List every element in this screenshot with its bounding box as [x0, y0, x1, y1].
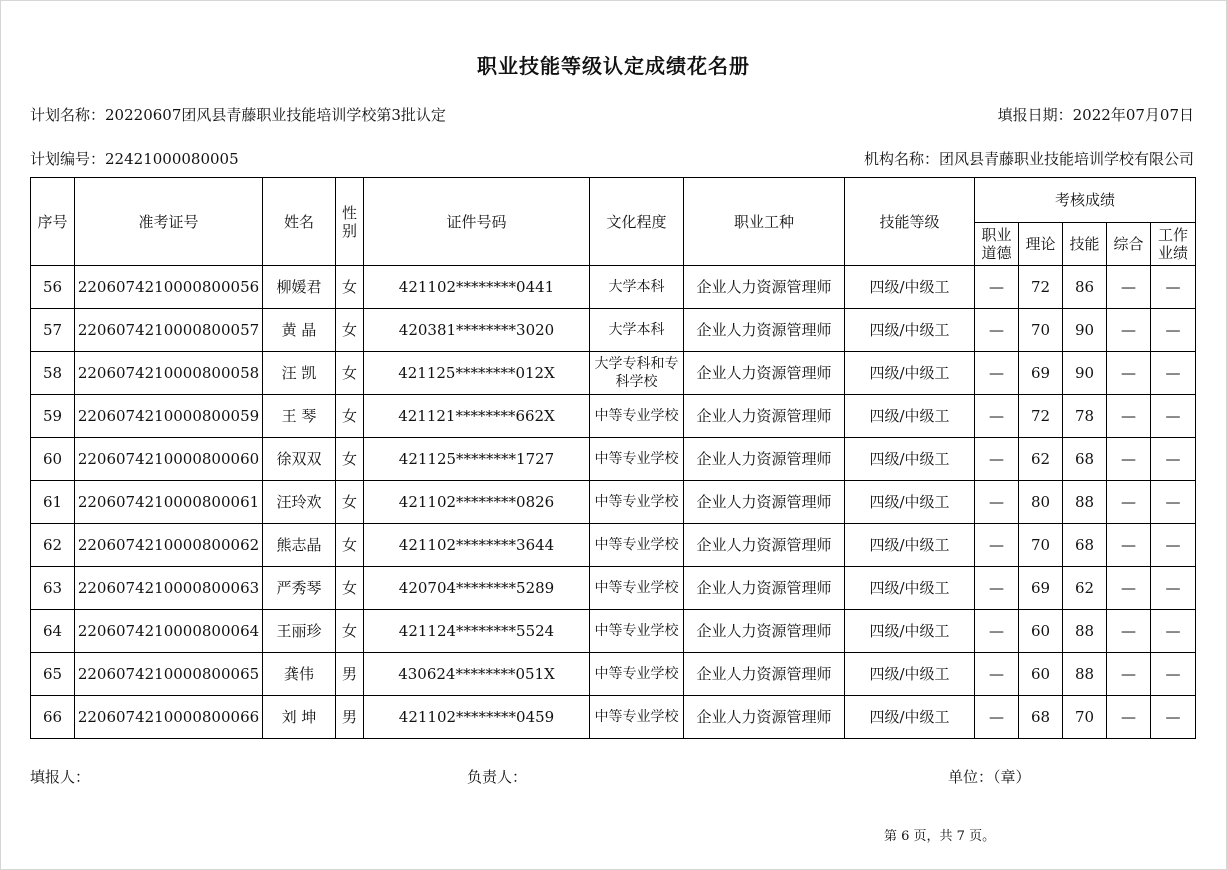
cell-work: —	[1151, 352, 1196, 395]
header-scores: 考核成绩	[975, 178, 1196, 223]
header-education: 文化程度	[590, 178, 684, 266]
cell-ethics: —	[975, 653, 1019, 696]
cell-level: 四级/中级工	[845, 567, 975, 610]
cell-name: 柳媛君	[263, 266, 336, 309]
cell-education: 中等专业学校	[590, 524, 684, 567]
cell-level: 四级/中级工	[845, 266, 975, 309]
header-id-no: 证件号码	[364, 178, 590, 266]
cell-name: 龚伟	[263, 653, 336, 696]
header-skill: 技能	[1063, 223, 1107, 266]
cell-seq: 62	[31, 524, 75, 567]
cell-work: —	[1151, 395, 1196, 438]
cell-education: 中等专业学校	[590, 438, 684, 481]
table-row	[31, 524, 1196, 567]
cell-seq: 58	[31, 352, 75, 395]
cell-skill: 70	[1063, 696, 1107, 739]
cell-name: 汪 凯	[263, 352, 336, 395]
cell-theory: 69	[1019, 352, 1063, 395]
cell-name: 王 琴	[263, 395, 336, 438]
cell-ethics: —	[975, 696, 1019, 739]
cell-name: 黄 晶	[263, 309, 336, 352]
table-row	[31, 438, 1196, 481]
cell-ethics: —	[975, 438, 1019, 481]
cell-occupation: 企业人力资源管理师	[684, 696, 845, 739]
fill-date-value: 2022年07月07日	[1072, 106, 1194, 124]
cell-skill: 78	[1063, 395, 1107, 438]
header-work: 工作业绩	[1151, 223, 1196, 266]
cell-education: 中等专业学校	[590, 395, 684, 438]
cell-overall: —	[1107, 481, 1151, 524]
org-value: 团风县青藤职业技能培训学校有限公司	[938, 150, 1194, 168]
cell-overall: —	[1107, 610, 1151, 653]
roster-body	[31, 266, 1196, 739]
cell-exam-no: 2206074210000800058	[75, 352, 263, 395]
cell-exam-no: 2206074210000800056	[75, 266, 263, 309]
header-exam-no: 准考证号	[75, 178, 263, 266]
table-row	[31, 696, 1196, 739]
cell-seq: 65	[31, 653, 75, 696]
cell-name: 汪玲欢	[263, 481, 336, 524]
cell-work: —	[1151, 266, 1196, 309]
cell-exam-no: 2206074210000800061	[75, 481, 263, 524]
cell-level: 四级/中级工	[845, 352, 975, 395]
cell-overall: —	[1107, 395, 1151, 438]
cell-ethics: —	[975, 309, 1019, 352]
cell-overall: —	[1107, 309, 1151, 352]
footer-unit: 单位：（章）	[948, 768, 1031, 786]
cell-overall: —	[1107, 438, 1151, 481]
cell-id-no: 421102********3644	[364, 524, 590, 567]
cell-seq: 57	[31, 309, 75, 352]
header-gender: 性别	[336, 178, 364, 266]
cell-theory: 70	[1019, 524, 1063, 567]
cell-skill: 90	[1063, 352, 1107, 395]
cell-id-no: 421121********662X	[364, 395, 590, 438]
cell-work: —	[1151, 524, 1196, 567]
table-row	[31, 309, 1196, 352]
cell-ethics: —	[975, 610, 1019, 653]
table-row	[31, 395, 1196, 438]
cell-overall: —	[1107, 266, 1151, 309]
cell-level: 四级/中级工	[845, 696, 975, 739]
cell-work: —	[1151, 696, 1196, 739]
header-theory: 理论	[1019, 223, 1063, 266]
cell-gender: 男	[336, 653, 364, 696]
cell-education: 中等专业学校	[590, 610, 684, 653]
cell-theory: 68	[1019, 696, 1063, 739]
cell-ethics: —	[975, 524, 1019, 567]
cell-id-no: 420704********5289	[364, 567, 590, 610]
cell-overall: —	[1107, 653, 1151, 696]
fill-date-label: 填报日期：	[997, 106, 1073, 124]
plan-no-label: 计划编号：	[30, 150, 106, 168]
cell-id-no: 420381********3020	[364, 309, 590, 352]
cell-id-no: 421125********012X	[364, 352, 590, 395]
cell-skill: 90	[1063, 309, 1107, 352]
table-row	[31, 352, 1196, 395]
cell-id-no: 421102********0459	[364, 696, 590, 739]
plan-name-value: 20220607团风县青藤职业技能培训学校第3批认定	[105, 106, 446, 124]
header-name: 姓名	[263, 178, 336, 266]
cell-occupation: 企业人力资源管理师	[684, 352, 845, 395]
cell-skill: 68	[1063, 438, 1107, 481]
cell-occupation: 企业人力资源管理师	[684, 610, 845, 653]
cell-gender: 女	[336, 266, 364, 309]
cell-work: —	[1151, 481, 1196, 524]
cell-exam-no: 2206074210000800063	[75, 567, 263, 610]
cell-ethics: —	[975, 567, 1019, 610]
cell-work: —	[1151, 309, 1196, 352]
cell-ethics: —	[975, 481, 1019, 524]
score-roster-table	[30, 177, 1196, 739]
cell-id-no: 421124********5524	[364, 610, 590, 653]
cell-theory: 70	[1019, 309, 1063, 352]
cell-exam-no: 2206074210000800064	[75, 610, 263, 653]
cell-education: 中等专业学校	[590, 653, 684, 696]
header-overall: 综合	[1107, 223, 1151, 266]
plan-no-line	[30, 148, 239, 169]
cell-theory: 69	[1019, 567, 1063, 610]
footer-responsible: 负责人：	[467, 768, 528, 786]
cell-skill: 62	[1063, 567, 1107, 610]
plan-name-line	[30, 104, 446, 125]
cell-gender: 女	[336, 438, 364, 481]
cell-exam-no: 2206074210000800057	[75, 309, 263, 352]
cell-seq: 61	[31, 481, 75, 524]
cell-theory: 62	[1019, 438, 1063, 481]
plan-no-value: 22421000080005	[105, 150, 239, 168]
cell-seq: 64	[31, 610, 75, 653]
cell-occupation: 企业人力资源管理师	[684, 481, 845, 524]
cell-overall: —	[1107, 696, 1151, 739]
cell-level: 四级/中级工	[845, 309, 975, 352]
cell-id-no: 421125********1727	[364, 438, 590, 481]
cell-id-no: 421102********0441	[364, 266, 590, 309]
cell-occupation: 企业人力资源管理师	[684, 395, 845, 438]
cell-work: —	[1151, 567, 1196, 610]
cell-gender: 女	[336, 352, 364, 395]
cell-education: 中等专业学校	[590, 696, 684, 739]
cell-ethics: —	[975, 352, 1019, 395]
cell-gender: 女	[336, 524, 364, 567]
cell-overall: —	[1107, 352, 1151, 395]
cell-exam-no: 2206074210000800066	[75, 696, 263, 739]
page-title: 职业技能等级认定成绩花名册	[477, 54, 750, 78]
cell-exam-no: 2206074210000800060	[75, 438, 263, 481]
header-ethics: 职业道德	[975, 223, 1019, 266]
org-label: 机构名称：	[863, 150, 939, 168]
cell-education: 大学专科和专科学校	[590, 352, 684, 395]
cell-gender: 女	[336, 395, 364, 438]
header-level: 技能等级	[845, 178, 975, 266]
cell-education: 中等专业学校	[590, 567, 684, 610]
cell-name: 熊志晶	[263, 524, 336, 567]
cell-exam-no: 2206074210000800062	[75, 524, 263, 567]
cell-skill: 88	[1063, 653, 1107, 696]
cell-name: 严秀琴	[263, 567, 336, 610]
cell-education: 大学本科	[590, 266, 684, 309]
cell-name: 徐双双	[263, 438, 336, 481]
cell-seq: 63	[31, 567, 75, 610]
cell-id-no: 421102********0826	[364, 481, 590, 524]
cell-occupation: 企业人力资源管理师	[684, 567, 845, 610]
cell-seq: 66	[31, 696, 75, 739]
cell-level: 四级/中级工	[845, 653, 975, 696]
cell-ethics: —	[975, 266, 1019, 309]
cell-level: 四级/中级工	[845, 610, 975, 653]
cell-education: 中等专业学校	[590, 481, 684, 524]
cell-seq: 56	[31, 266, 75, 309]
cell-education: 大学本科	[590, 309, 684, 352]
cell-name: 王丽珍	[263, 610, 336, 653]
table-row	[31, 481, 1196, 524]
table-row	[31, 610, 1196, 653]
header-occupation: 职业工种	[684, 178, 845, 266]
page-number: 第 6 页，共 7 页。	[884, 829, 996, 844]
cell-id-no: 430624********051X	[364, 653, 590, 696]
cell-skill: 68	[1063, 524, 1107, 567]
cell-gender: 女	[336, 309, 364, 352]
table-row	[31, 653, 1196, 696]
cell-skill: 88	[1063, 610, 1107, 653]
cell-theory: 72	[1019, 395, 1063, 438]
cell-theory: 60	[1019, 653, 1063, 696]
cell-exam-no: 2206074210000800065	[75, 653, 263, 696]
plan-name-label: 计划名称：	[30, 106, 106, 124]
table-row	[31, 567, 1196, 610]
cell-level: 四级/中级工	[845, 524, 975, 567]
cell-theory: 72	[1019, 266, 1063, 309]
cell-overall: —	[1107, 524, 1151, 567]
cell-ethics: —	[975, 395, 1019, 438]
cell-name: 刘 坤	[263, 696, 336, 739]
cell-overall: —	[1107, 567, 1151, 610]
cell-gender: 女	[336, 610, 364, 653]
cell-gender: 男	[336, 696, 364, 739]
cell-theory: 60	[1019, 610, 1063, 653]
cell-level: 四级/中级工	[845, 395, 975, 438]
cell-seq: 60	[31, 438, 75, 481]
cell-level: 四级/中级工	[845, 438, 975, 481]
footer-filler: 填报人：	[30, 768, 91, 786]
header-seq: 序号	[31, 178, 75, 266]
fill-date-line	[998, 104, 1194, 125]
cell-gender: 女	[336, 481, 364, 524]
cell-occupation: 企业人力资源管理师	[684, 266, 845, 309]
cell-work: —	[1151, 610, 1196, 653]
cell-exam-no: 2206074210000800059	[75, 395, 263, 438]
cell-level: 四级/中级工	[845, 481, 975, 524]
cell-occupation: 企业人力资源管理师	[684, 653, 845, 696]
cell-gender: 女	[336, 567, 364, 610]
cell-theory: 80	[1019, 481, 1063, 524]
cell-work: —	[1151, 438, 1196, 481]
cell-seq: 59	[31, 395, 75, 438]
cell-occupation: 企业人力资源管理师	[684, 438, 845, 481]
cell-occupation: 企业人力资源管理师	[684, 309, 845, 352]
cell-skill: 88	[1063, 481, 1107, 524]
cell-work: —	[1151, 653, 1196, 696]
cell-skill: 86	[1063, 266, 1107, 309]
table-row	[31, 266, 1196, 309]
org-line	[864, 148, 1194, 169]
cell-occupation: 企业人力资源管理师	[684, 524, 845, 567]
